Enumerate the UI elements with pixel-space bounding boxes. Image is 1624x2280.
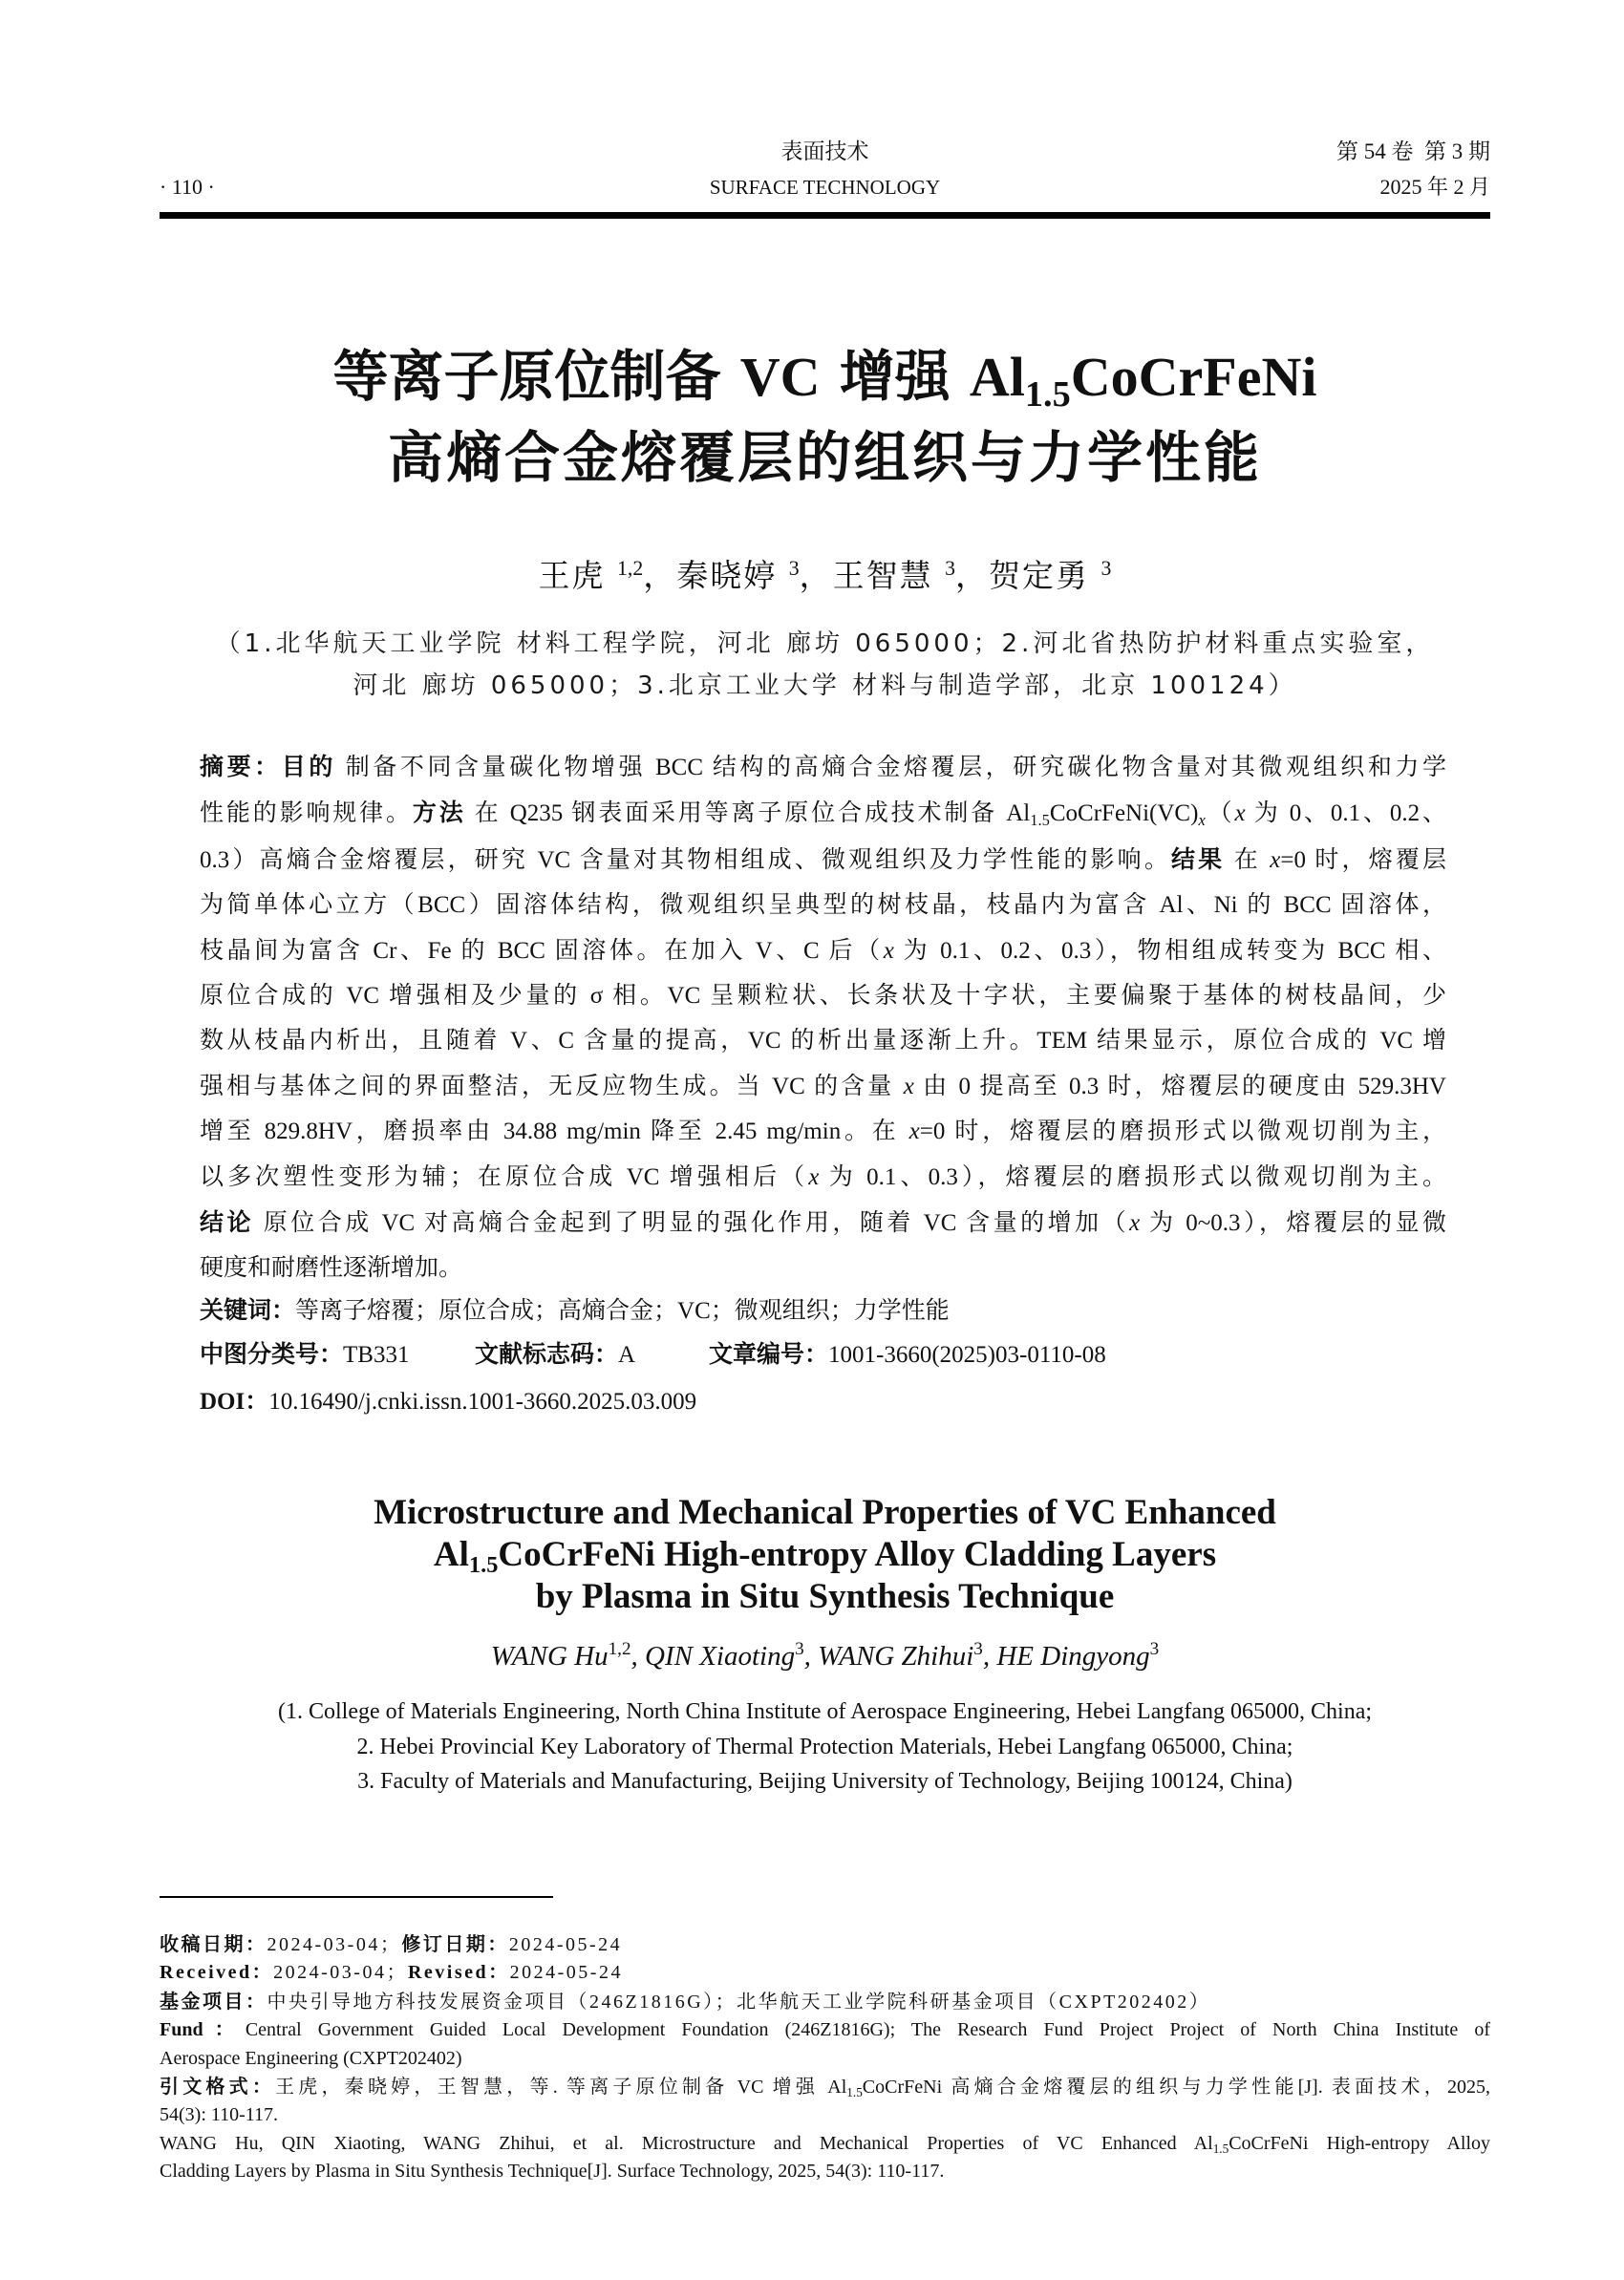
author-line bbox=[160, 552, 1490, 600]
affiliation-list-en bbox=[160, 1694, 1490, 1800]
text-segment: 54(3): 110-117. bbox=[160, 2104, 279, 2126]
text-segment: 性能的影响规律。 bbox=[200, 800, 413, 827]
text-segment: , QIN Xiaoting bbox=[630, 1641, 796, 1672]
bold-label: 引文格式： bbox=[160, 2075, 276, 2099]
paper-title-en bbox=[160, 1492, 1490, 1618]
affiliation-line bbox=[160, 623, 1490, 665]
header-rule bbox=[160, 212, 1490, 219]
bold-label: 摘要： bbox=[200, 753, 282, 780]
text-segment: （ bbox=[1205, 800, 1235, 827]
text-segment: x bbox=[903, 1073, 914, 1099]
subscript-text: 1.5 bbox=[1030, 811, 1050, 830]
text-segment: , HE Dingyong bbox=[982, 1641, 1150, 1672]
text-segment: （1.北华航天工业学院 材料工程学院，河北 廊坊 065000；2.河北省热防护材料重点实验室， bbox=[215, 629, 1435, 658]
text-segment: 为 0~0.3），熔覆层的显微 bbox=[1140, 1210, 1446, 1237]
text-segment: CoCrFeNi bbox=[1070, 346, 1317, 408]
text-segment: A bbox=[618, 1342, 636, 1368]
text-segment: WANG Hu, QIN Xiaoting, WANG Zhihui, et al. Microstructure and Mechanical Properties of VC Enhanced Al bbox=[160, 2132, 1213, 2154]
superscript-text: 3 bbox=[788, 557, 800, 581]
title-line bbox=[160, 1576, 1490, 1618]
text-segment: ，秦晓婷 bbox=[643, 557, 789, 594]
title-line bbox=[160, 1534, 1490, 1579]
subscript-text: 1.5 bbox=[1212, 2141, 1229, 2156]
text-segment: 0.3）高熵合金熔覆层，研究 VC 含量对其物相组成、微观组织及力学性能的影响。 bbox=[200, 846, 1171, 873]
footnote-line bbox=[160, 2158, 1490, 2185]
abstract-cn bbox=[200, 744, 1446, 1291]
text-segment: (1. College of Materials Engineering, North China Institute of Aerospace Engineering, Hebei Langfang 065000, China; bbox=[277, 1699, 1373, 1724]
text-segment: 高熵合金熔覆层的组织与力学性能 bbox=[387, 425, 1262, 490]
text-segment: 2024-05-24 bbox=[508, 1934, 623, 1955]
text-segment: Central Government Guided Local Development Foundation (246Z1816G); The Research Fund Project Project of North China Institute of bbox=[245, 2019, 1490, 2041]
affiliation-line bbox=[160, 1694, 1490, 1730]
bold-label: Received： bbox=[160, 1962, 274, 1984]
bold-label: 结果 bbox=[1170, 844, 1226, 873]
abstract-line bbox=[200, 883, 1446, 927]
text-segment: 原位合成 VC 对高熵合金起到了明显的强化作用，随着 VC 含量的增加（ bbox=[254, 1210, 1130, 1237]
subscript-text: 1.5 bbox=[1024, 374, 1071, 416]
text-segment: Microstructure and Mechanical Properties of VC Enhanced bbox=[374, 1493, 1276, 1532]
author-line bbox=[160, 1639, 1490, 1673]
abstract-line bbox=[200, 928, 1446, 973]
text-segment: 10.16490/j.cnki.issn.1001-3660.2025.03.009 bbox=[268, 1389, 697, 1415]
text-segment: 强相与基体之间的界面整洁，无反应物生成。当 VC 的含量 bbox=[200, 1073, 904, 1099]
abstract-line bbox=[200, 1200, 1446, 1246]
footnote-line bbox=[160, 2073, 1490, 2101]
footnote-line bbox=[160, 1988, 1490, 2016]
bold-label: 基金项目： bbox=[160, 1989, 267, 2013]
superscript-text: 3 bbox=[1100, 557, 1112, 581]
article-number-line bbox=[709, 1332, 1106, 1377]
header-journal-name-en: SURFACE TECHNOLOGY bbox=[709, 176, 941, 199]
footnote-line bbox=[160, 2101, 1490, 2129]
header-page-number: · 110 · bbox=[160, 175, 215, 199]
affiliation-line bbox=[160, 1730, 1490, 1765]
header-publication-date: 2025 年 2 月 bbox=[1379, 175, 1490, 199]
text-segment: 中央引导地方科技发展资金项目（246Z1816G）；北华航天工业学院科研基金项目（CXPT202402） bbox=[267, 1991, 1211, 2013]
text-segment: 增强 bbox=[820, 344, 970, 409]
text-segment: x bbox=[1270, 846, 1281, 873]
paper-title-cn bbox=[160, 336, 1490, 499]
affiliation-list-cn bbox=[160, 623, 1490, 707]
abstract-line bbox=[200, 1109, 1446, 1154]
text-segment: Al bbox=[969, 346, 1025, 408]
text-segment: VC bbox=[739, 346, 821, 408]
bold-label: 文章编号： bbox=[709, 1340, 829, 1368]
text-segment: 等离子熔覆；原位合成；高熵合金；VC；微观组织；力学性能 bbox=[295, 1298, 950, 1324]
abstract-line bbox=[200, 790, 1446, 836]
doi-line bbox=[200, 1380, 696, 1424]
author-list-cn bbox=[160, 552, 1490, 600]
clc-line bbox=[200, 1332, 409, 1377]
document-code bbox=[475, 1332, 635, 1377]
text-segment: 为 0.1、0.2、0.3），物相组成转变为 BCC 相、 bbox=[893, 937, 1446, 964]
text-segment: WANG Hu bbox=[490, 1641, 609, 1672]
text-segment: Al bbox=[433, 1535, 469, 1574]
text-segment: CoCrFeNi High-entropy Alloy bbox=[1229, 2132, 1490, 2154]
superscript-text: 1,2 bbox=[608, 1639, 631, 1660]
text-segment: 为简单体心立方（BCC）固溶体结构，微观组织呈典型的树枝晶，枝晶内为富含 Al、Ni 的 BCC 固溶体， bbox=[200, 892, 1446, 919]
text-segment: 在 bbox=[1225, 846, 1271, 873]
text-segment: 枝晶间为富含 Cr、Fe 的 BCC 固溶体。在加入 V、C 后（ bbox=[200, 937, 884, 964]
keywords-cn bbox=[200, 1289, 950, 1333]
bold-label: 方法 bbox=[412, 799, 466, 827]
abstract-line bbox=[200, 837, 1446, 883]
text-segment: Cladding Layers by Plasma in Situ Synthesis Technique[J]. Surface Technology, 2025, 54(3): 110-117. bbox=[160, 2161, 945, 2183]
text-segment: , WANG Zhihui bbox=[803, 1641, 974, 1672]
abstract-line bbox=[200, 1018, 1446, 1063]
superscript-text: 3 bbox=[945, 557, 956, 581]
affiliation-line bbox=[160, 1764, 1490, 1800]
bold-label: 中图分类号： bbox=[200, 1340, 344, 1368]
bold-label: 关键词： bbox=[200, 1296, 296, 1324]
bold-label: 文献标志码： bbox=[475, 1340, 619, 1368]
abstract-line bbox=[200, 744, 1446, 790]
text-segment: CoCrFeNi 高熵合金熔覆层的组织与力学性能[J]. 表面技术，2025, bbox=[862, 2077, 1490, 2099]
title-line bbox=[160, 336, 1490, 417]
text-segment: 制备不同含量碳化物增强 BCC 结构的高熵合金熔覆层，研究碳化物含量对其微观组织和力学 bbox=[335, 755, 1446, 780]
text-segment: Aerospace Engineering (CXPT202402) bbox=[160, 2047, 462, 2069]
text-segment: TB331 bbox=[343, 1342, 410, 1368]
abstract-line bbox=[200, 1064, 1446, 1109]
text-segment: 王虎，秦晓婷，王智慧，等. 等离子原位制备 VC 增强 Al bbox=[275, 2077, 847, 2099]
text-segment: 河北 廊坊 065000；3.北京工业大学 材料与制造学部，北京 100124） bbox=[353, 671, 1297, 700]
abstract-line bbox=[200, 1155, 1446, 1200]
text-segment: x bbox=[883, 937, 894, 964]
text-segment: 2024-03-04； bbox=[267, 1934, 402, 1955]
title-line bbox=[160, 1492, 1490, 1534]
text-segment: 为 0.1、0.3），熔覆层的磨损形式以微观切削为主。 bbox=[819, 1163, 1446, 1190]
text-segment: ，王智慧 bbox=[799, 557, 946, 594]
text-segment: x bbox=[808, 1163, 820, 1190]
bold-label: 结论 bbox=[200, 1208, 254, 1237]
text-segment: x bbox=[1234, 800, 1246, 827]
footnote-line bbox=[160, 2016, 1490, 2044]
header-journal-name-cn: 表面技术 bbox=[780, 139, 869, 163]
footnote-line bbox=[160, 1930, 1490, 1959]
footnote-line bbox=[160, 2130, 1490, 2158]
text-segment: 原位合成的 VC 增强相及少量的 σ 相。VC 呈颗粒状、长条状及十字状，主要偏聚于基体的树枝晶间，少 bbox=[200, 983, 1446, 1010]
abstract-line bbox=[200, 973, 1446, 1018]
bold-label: 收稿日期： bbox=[160, 1932, 267, 1955]
text-segment: 数从枝晶内析出，且随着 V、C 含量的提高，VC 的析出量逐渐上升。TEM 结果显示，原位合成的 VC 增 bbox=[200, 1028, 1446, 1055]
text-segment: 3. Faculty of Materials and Manufacturing, Beijing University of Technology, Beijing 100124, China) bbox=[357, 1769, 1293, 1794]
superscript-text: 3 bbox=[1149, 1639, 1160, 1660]
text-segment: x bbox=[908, 1119, 920, 1145]
text-segment: 1001-3660(2025)03-0110-08 bbox=[828, 1342, 1106, 1368]
text-segment: 增至 829.8HV，磨损率由 34.88 mg/min 降至 2.45 mg/min。在 bbox=[200, 1119, 909, 1145]
subscript-text: 1.5 bbox=[846, 2084, 863, 2099]
doi bbox=[200, 1380, 696, 1424]
author-list-en bbox=[160, 1639, 1490, 1673]
text-segment: by Plasma in Situ Synthesis Technique bbox=[535, 1577, 1115, 1616]
superscript-text: 3 bbox=[795, 1639, 804, 1660]
text-segment: ，贺定勇 bbox=[955, 557, 1101, 594]
header-volume-issue: 第 54 卷 第 3 期 bbox=[1336, 139, 1490, 163]
text-segment: =0 时，熔覆层的磨损形式以微观切削为主， bbox=[919, 1119, 1446, 1145]
footnote-line bbox=[160, 1959, 1490, 1987]
text-segment: 硬度和耐磨性逐渐增加。 bbox=[200, 1255, 463, 1282]
text-segment: 以多次塑性变形为辅；在原位合成 VC 增强相后（ bbox=[200, 1163, 809, 1190]
text-segment: =0 时，熔覆层 bbox=[1280, 846, 1446, 873]
footnote-line bbox=[160, 2045, 1490, 2073]
keywords-line bbox=[200, 1289, 950, 1333]
text-segment: CoCrFeNi(VC) bbox=[1049, 800, 1199, 827]
text-segment: 王虎 bbox=[538, 557, 618, 594]
bold-label: Revised： bbox=[407, 1962, 510, 1984]
text-segment: 由 0 提高至 0.3 时，熔覆层的硬度由 529.3HV bbox=[913, 1073, 1446, 1099]
subscript-text: x bbox=[1198, 811, 1206, 830]
superscript-text: 3 bbox=[973, 1639, 983, 1660]
footnote-rule bbox=[160, 1896, 553, 1898]
bold-label: 目的 bbox=[281, 753, 336, 780]
text-segment: 为 0、0.1、0.2、 bbox=[1245, 800, 1446, 827]
article-number bbox=[709, 1332, 1106, 1377]
title-line bbox=[160, 417, 1490, 499]
abstract-line bbox=[200, 1246, 1446, 1290]
document-code-line bbox=[475, 1332, 635, 1377]
clc-number bbox=[200, 1332, 409, 1377]
text-segment: 在 Q235 钢表面采用等离子原位合成技术制备 Al bbox=[465, 800, 1031, 827]
text-segment: 2024-03-04； bbox=[273, 1962, 408, 1984]
text-segment: CoCrFeNi High-entropy Alloy Cladding Layers bbox=[498, 1535, 1217, 1574]
superscript-text: 1,2 bbox=[617, 557, 644, 581]
text-segment: x bbox=[1129, 1210, 1141, 1237]
text-segment: 2024-05-24 bbox=[509, 1962, 623, 1984]
bold-label: DOI： bbox=[200, 1389, 269, 1415]
text-segment: 等离子原位制备 bbox=[332, 344, 740, 409]
bold-label: 修订日期： bbox=[401, 1932, 509, 1955]
footnotes bbox=[160, 1930, 1490, 2186]
text-segment: 2. Hebei Provincial Key Laboratory of Thermal Protection Materials, Hebei Langfang 065000, China; bbox=[356, 1734, 1293, 1759]
affiliation-line bbox=[160, 665, 1490, 707]
bold-label: Fund： bbox=[160, 2019, 246, 2041]
subscript-text: 1.5 bbox=[468, 1552, 499, 1579]
